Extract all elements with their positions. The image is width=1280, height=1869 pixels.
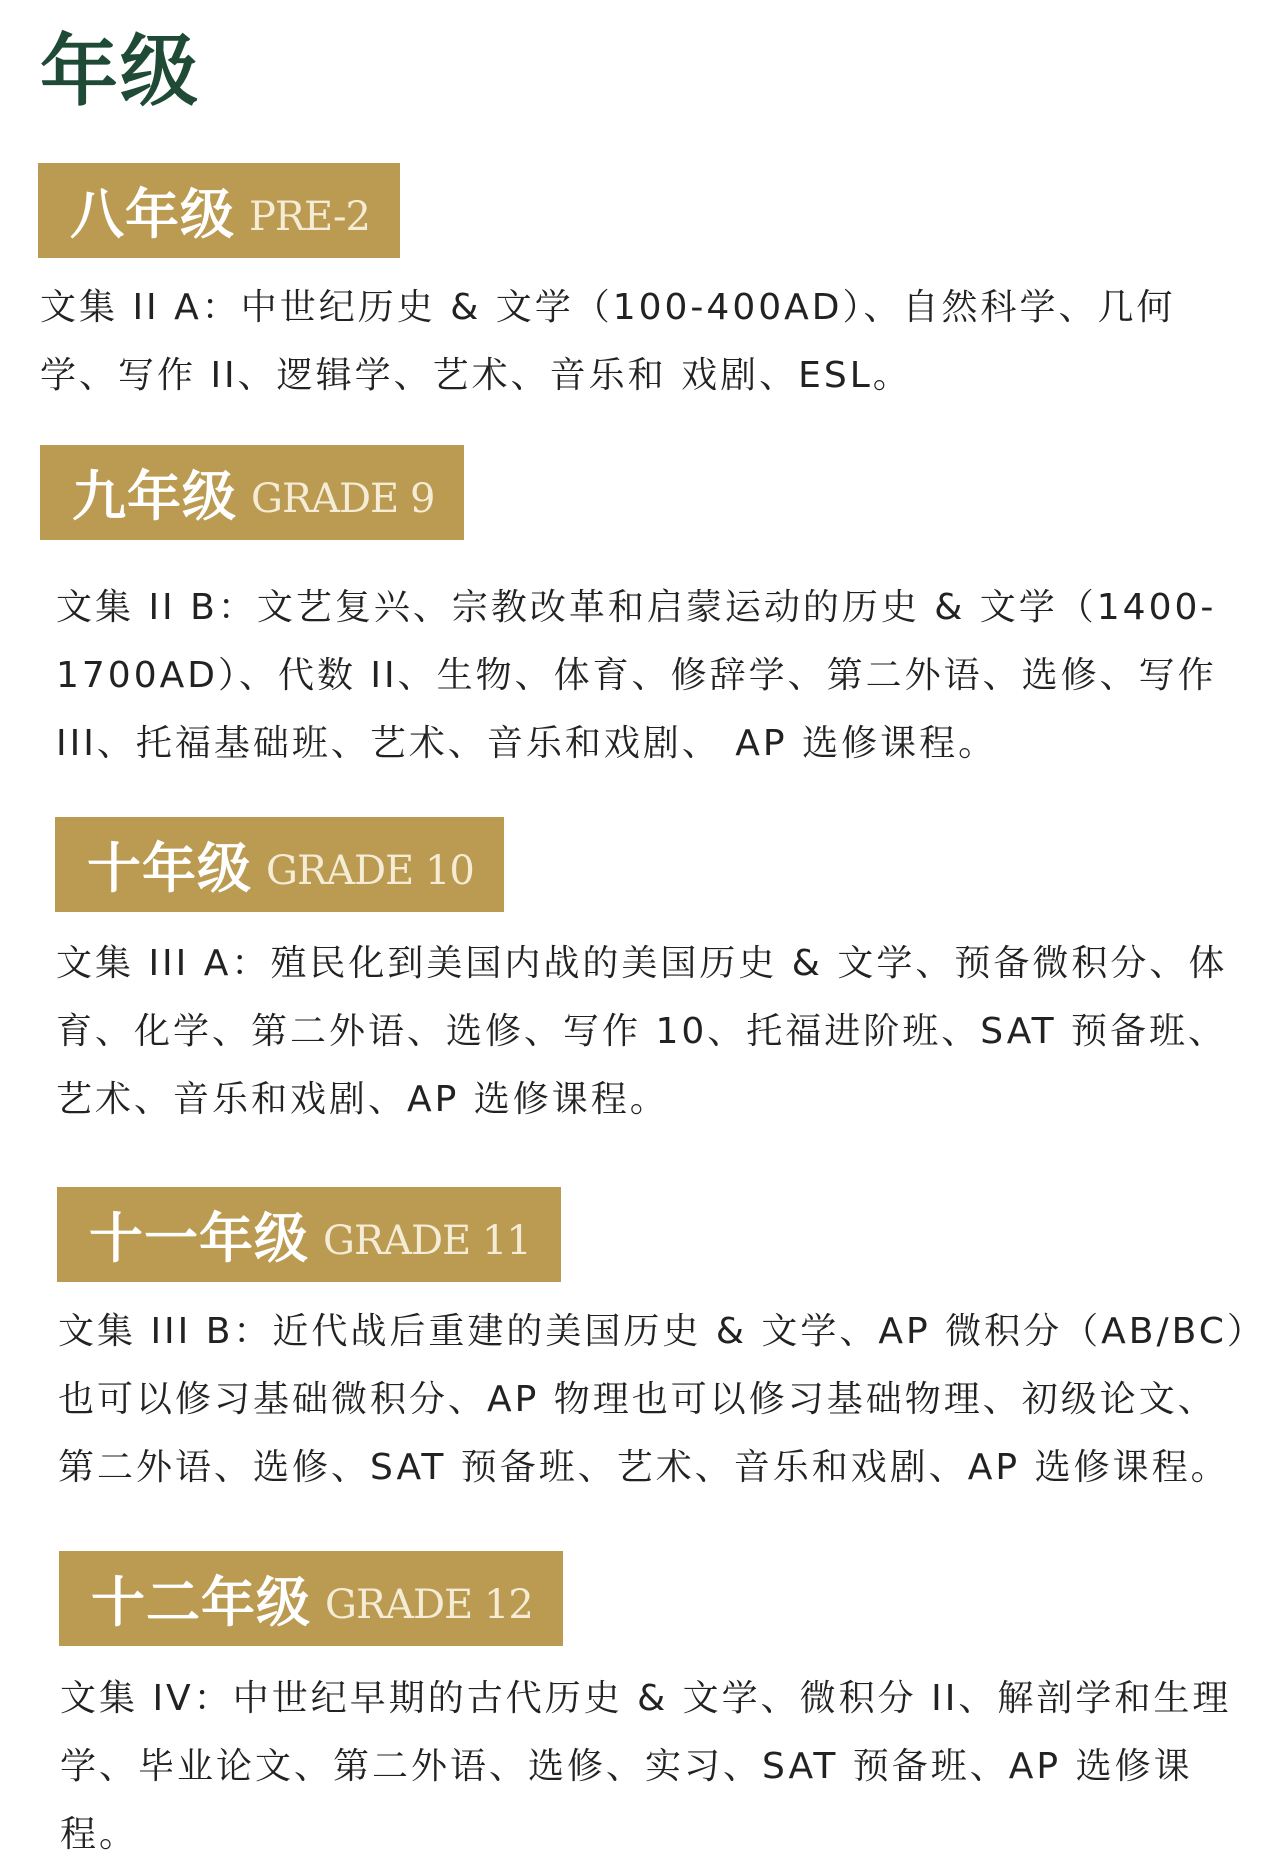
grade-name-en: GRADE 10 (266, 847, 474, 894)
grade-name-en: GRADE 9 (251, 475, 435, 522)
grade-banner-12 (59, 1551, 563, 1646)
grade-courses-12: 文集 IV：中世纪早期的古代历史 & 文学、微积分 II、解剖学和生理学、毕业论文、第二外语、选修、实习、SAT 预备班、AP 选修课程。 (60, 1678, 1232, 1855)
grade-name-zh: 十一年级 (89, 1207, 309, 1270)
grade-courses-11: 文集 III B：近代战后重建的美国历史 & 文学、AP 微积分（AB/BC）也可以修习基础微积分、AP 物理也可以修习基础物理、初级论文、第二外语、选修、SAT 预备班、艺术、音乐和戏剧、AP 选修课程。 (58, 1311, 1248, 1488)
grade-banner-9 (40, 445, 464, 540)
grade-name-en: GRADE 11 (323, 1217, 531, 1264)
grade-name-zh: 九年级 (72, 465, 237, 528)
grade-banner-10 (55, 817, 504, 912)
grade-name-en: PRE-2 (249, 193, 370, 240)
page-title: 年级 (40, 27, 201, 117)
grade-name-en: GRADE 12 (325, 1581, 533, 1628)
grade-name-zh: 八年级 (70, 183, 235, 246)
grade-courses-9: 文集 II B：文艺复兴、宗教改革和启蒙运动的历史 & 文学（1400-1700AD）、代数 II、生物、体育、修辞学、第二外语、选修、写作 III、托福基础班、艺术、音乐和戏剧、 AP 选修课程。 (56, 587, 1217, 764)
grade-courses-10: 文集 III A：殖民化到美国内战的美国历史 & 文学、预备微积分、体育、化学、第二外语、选修、写作 10、托福进阶班、SAT 预备班、艺术、音乐和戏剧、AP 选修课程。 (56, 943, 1228, 1120)
grade-courses-8: 文集 II A：中世纪历史 & 文学（100-400AD）、自然科学、几何学、写作 II、逻辑学、艺术、音乐和 戏剧、ESL。 (40, 287, 1176, 396)
grade-banner-11 (57, 1187, 561, 1282)
grade-name-zh: 十二年级 (91, 1571, 311, 1634)
grade-name-zh: 十年级 (87, 837, 252, 900)
grade-banner-8 (38, 163, 400, 258)
